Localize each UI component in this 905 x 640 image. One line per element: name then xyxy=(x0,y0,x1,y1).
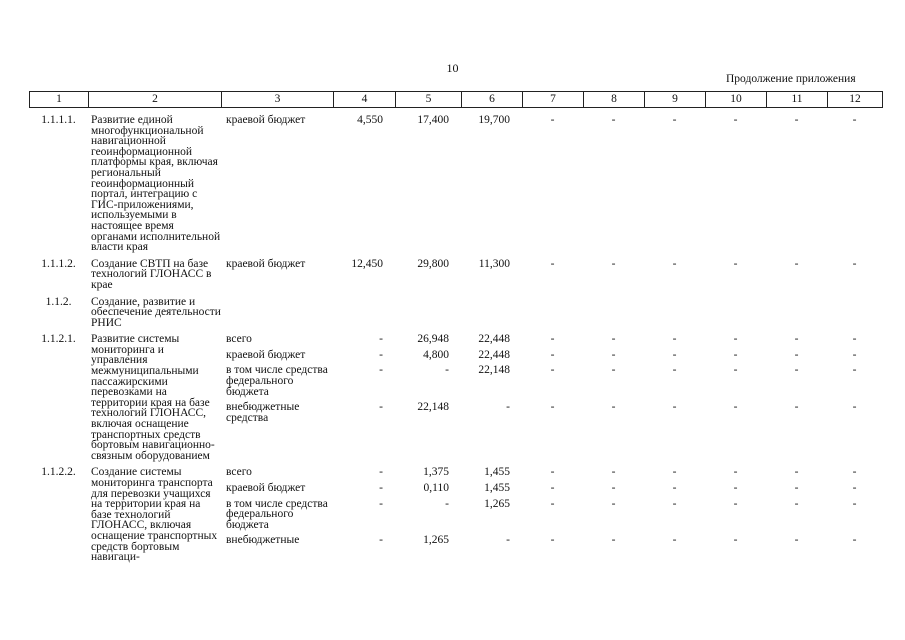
value: 1,375 xyxy=(423,466,449,479)
value: - xyxy=(794,482,799,494)
value-cell xyxy=(395,334,461,461)
value-cell xyxy=(644,334,705,461)
row-code: 1.1.2. xyxy=(45,295,72,308)
value: - xyxy=(852,364,857,377)
header-cell: 6 xyxy=(462,92,523,108)
value: - xyxy=(611,257,616,270)
value-cell xyxy=(333,259,395,291)
header-cell: 5 xyxy=(396,92,462,108)
value: - xyxy=(852,401,857,414)
value: - xyxy=(445,364,449,377)
value-cell xyxy=(705,334,766,461)
value: - xyxy=(733,364,738,377)
value-cell xyxy=(522,259,583,291)
value: - xyxy=(733,466,738,479)
value: 22,448 xyxy=(478,333,510,346)
value: - xyxy=(794,534,799,547)
value: - xyxy=(852,333,857,346)
value: 1,455 xyxy=(484,482,510,494)
value-cell xyxy=(522,334,583,461)
value: - xyxy=(672,482,677,494)
row-code: 1.1.1.1. xyxy=(41,114,76,126)
value: 22,148 xyxy=(478,364,510,377)
value-cell xyxy=(461,115,522,253)
value: - xyxy=(611,348,616,361)
value-cell xyxy=(333,334,395,461)
funding-source-cell xyxy=(221,259,333,291)
value: - xyxy=(733,257,738,270)
value: - xyxy=(550,364,555,377)
value: - xyxy=(672,348,677,361)
value: - xyxy=(379,364,383,377)
value-cell xyxy=(827,297,882,329)
value: - xyxy=(733,482,738,494)
value: - xyxy=(733,348,738,361)
value: - xyxy=(379,497,383,510)
funding-source: краевой бюджет xyxy=(226,348,306,361)
header-cell: 7 xyxy=(523,92,584,108)
value: - xyxy=(379,348,383,361)
value-cell xyxy=(522,297,583,329)
row-name: Создание системы мониторинга транспорта для перевозки учащихся на территории края на базе технологий ГЛОНАСС, включая оснащение транспортных средств бортовым навигаци- xyxy=(91,466,218,564)
value: - xyxy=(550,257,555,270)
value: - xyxy=(733,401,738,414)
value-cell xyxy=(461,297,522,329)
value-cell xyxy=(705,259,766,291)
value-cell xyxy=(461,467,522,562)
value: 1,265 xyxy=(484,497,510,510)
value-cell xyxy=(395,115,461,253)
value: - xyxy=(672,257,677,270)
value: - xyxy=(550,333,555,346)
value: - xyxy=(794,466,799,479)
value-cell xyxy=(827,115,882,253)
table-row xyxy=(29,297,882,329)
header-cell: 2 xyxy=(89,92,222,108)
value: - xyxy=(550,466,555,479)
value: 26,948 xyxy=(417,333,449,346)
value-cell xyxy=(644,467,705,562)
value: - xyxy=(794,333,799,346)
value: 17,400 xyxy=(417,114,449,126)
value: - xyxy=(672,534,677,547)
value: - xyxy=(852,466,857,479)
row-name: Развитие единой многофункциональной навигационной геоинформационной платформы края, включая региональный геоинформационный портал, интеграцию с ГИС-приложениями, используемыми в настоящее время органами исполнительной власти края xyxy=(91,114,221,254)
value-cell xyxy=(827,467,882,562)
value: - xyxy=(852,348,857,361)
value-cell xyxy=(461,259,522,291)
value-cell xyxy=(766,259,827,291)
value: - xyxy=(672,466,677,479)
value: - xyxy=(733,333,738,346)
value: - xyxy=(733,114,738,126)
value: 12,450 xyxy=(351,257,383,270)
value: - xyxy=(852,257,857,270)
value: - xyxy=(379,482,383,494)
value: - xyxy=(550,348,555,361)
value: 4,550 xyxy=(357,114,383,126)
value-cell xyxy=(644,259,705,291)
value-cell xyxy=(705,297,766,329)
funding-source: краевой бюджет xyxy=(226,482,306,494)
value: - xyxy=(550,114,555,126)
value: - xyxy=(550,534,555,547)
value: 4,800 xyxy=(423,348,449,361)
value: - xyxy=(611,466,616,479)
value-cell xyxy=(333,467,395,562)
value: - xyxy=(611,534,616,547)
value: - xyxy=(672,401,677,414)
funding-source: краевой бюджет xyxy=(226,257,306,270)
value-cell xyxy=(766,467,827,562)
value-cell xyxy=(333,115,395,253)
funding-source-cell xyxy=(221,334,333,461)
value: - xyxy=(611,497,616,510)
value: 1,265 xyxy=(423,534,449,547)
value: - xyxy=(379,333,383,346)
value: 22,448 xyxy=(478,348,510,361)
value-cell xyxy=(583,115,644,253)
funding-source: всего xyxy=(226,333,252,346)
row-name: Создание, развитие и обеспечение деятельности РНИС xyxy=(91,295,221,329)
value: - xyxy=(611,401,616,414)
value-cell xyxy=(395,297,461,329)
value: - xyxy=(794,497,799,510)
value: - xyxy=(611,333,616,346)
header-cell: 4 xyxy=(334,92,396,108)
header-cell: 1 xyxy=(30,92,89,108)
value: - xyxy=(794,257,799,270)
value: - xyxy=(852,534,857,547)
value: - xyxy=(611,364,616,377)
value: - xyxy=(506,401,510,414)
row-code: 1.1.2.2. xyxy=(41,466,76,479)
value: - xyxy=(852,482,857,494)
value: - xyxy=(611,482,616,494)
value-cell xyxy=(827,334,882,461)
value-cell xyxy=(522,467,583,562)
value: - xyxy=(733,497,738,510)
header-cell: 11 xyxy=(767,92,828,108)
funding-source-cell xyxy=(221,467,333,562)
value-cell xyxy=(395,467,461,562)
row-name: Развитие системы мониторинга и управления межмуниципальными пассажирскими перевозками на территории края на базе технологий ГЛОНАСС, включая оснащение транспортных средств бортовым навигационно-связным оборудованием xyxy=(91,333,215,462)
header-cell: 8 xyxy=(584,92,645,108)
value: - xyxy=(379,534,383,547)
page-number: 10 xyxy=(446,61,459,75)
value-cell xyxy=(766,334,827,461)
value: - xyxy=(733,534,738,547)
funding-source-cell xyxy=(221,297,333,329)
value: - xyxy=(794,114,799,126)
funding-source: в том числе средства федерального бюджета xyxy=(226,497,328,531)
value-cell xyxy=(644,297,705,329)
value: - xyxy=(852,114,857,126)
value: 0,110 xyxy=(423,482,449,494)
value: - xyxy=(794,401,799,414)
value: - xyxy=(672,114,677,126)
value-cell xyxy=(583,259,644,291)
value: - xyxy=(506,534,510,547)
funding-source: в том числе средства федерального бюджета xyxy=(226,364,328,398)
header-cell: 10 xyxy=(706,92,767,108)
value-cell xyxy=(644,115,705,253)
row-code: 1.1.1.2. xyxy=(41,257,76,270)
value: - xyxy=(794,348,799,361)
header-cell: 9 xyxy=(645,92,706,108)
value: - xyxy=(672,364,677,377)
row-code: 1.1.2.1. xyxy=(41,333,76,346)
value-cell xyxy=(333,297,395,329)
funding-source: внебюджетные средства xyxy=(226,401,300,424)
funding-source: всего xyxy=(226,466,252,479)
value-cell xyxy=(461,334,522,461)
row-name: Создание СВТП на базе технологий ГЛОНАСС в крае xyxy=(91,257,212,291)
value: - xyxy=(852,497,857,510)
value: - xyxy=(611,114,616,126)
value: - xyxy=(379,466,383,479)
value-cell xyxy=(827,259,882,291)
funding-source-cell xyxy=(221,115,333,253)
value-cell xyxy=(395,259,461,291)
value: 1,455 xyxy=(484,466,510,479)
value-cell xyxy=(522,115,583,253)
header-cell: 3 xyxy=(222,92,334,108)
value: - xyxy=(550,497,555,510)
table-row xyxy=(29,259,882,291)
continuation-label: Продолжение приложения xyxy=(726,73,856,85)
value: 19,700 xyxy=(478,114,510,126)
value-cell xyxy=(705,467,766,562)
value-cell xyxy=(583,297,644,329)
value-cell xyxy=(583,334,644,461)
value: - xyxy=(445,497,449,510)
value: 22,148 xyxy=(417,401,449,414)
table-row xyxy=(29,467,882,562)
value-cell xyxy=(766,115,827,253)
table-row xyxy=(29,115,882,253)
value: - xyxy=(550,401,555,414)
value: - xyxy=(672,497,677,510)
funding-source: краевой бюджет xyxy=(226,114,306,126)
value-cell xyxy=(766,297,827,329)
header-cell: 12 xyxy=(828,92,883,108)
value-cell xyxy=(583,467,644,562)
value: - xyxy=(794,364,799,377)
table-row xyxy=(29,334,882,461)
value-cell xyxy=(705,115,766,253)
funding-source: внебюджетные xyxy=(226,534,300,547)
value: 29,800 xyxy=(417,257,449,270)
value: - xyxy=(550,482,555,494)
value: - xyxy=(672,333,677,346)
data-table xyxy=(29,115,882,563)
header-row xyxy=(29,91,883,108)
value: 11,300 xyxy=(478,257,510,270)
value: - xyxy=(379,401,383,414)
